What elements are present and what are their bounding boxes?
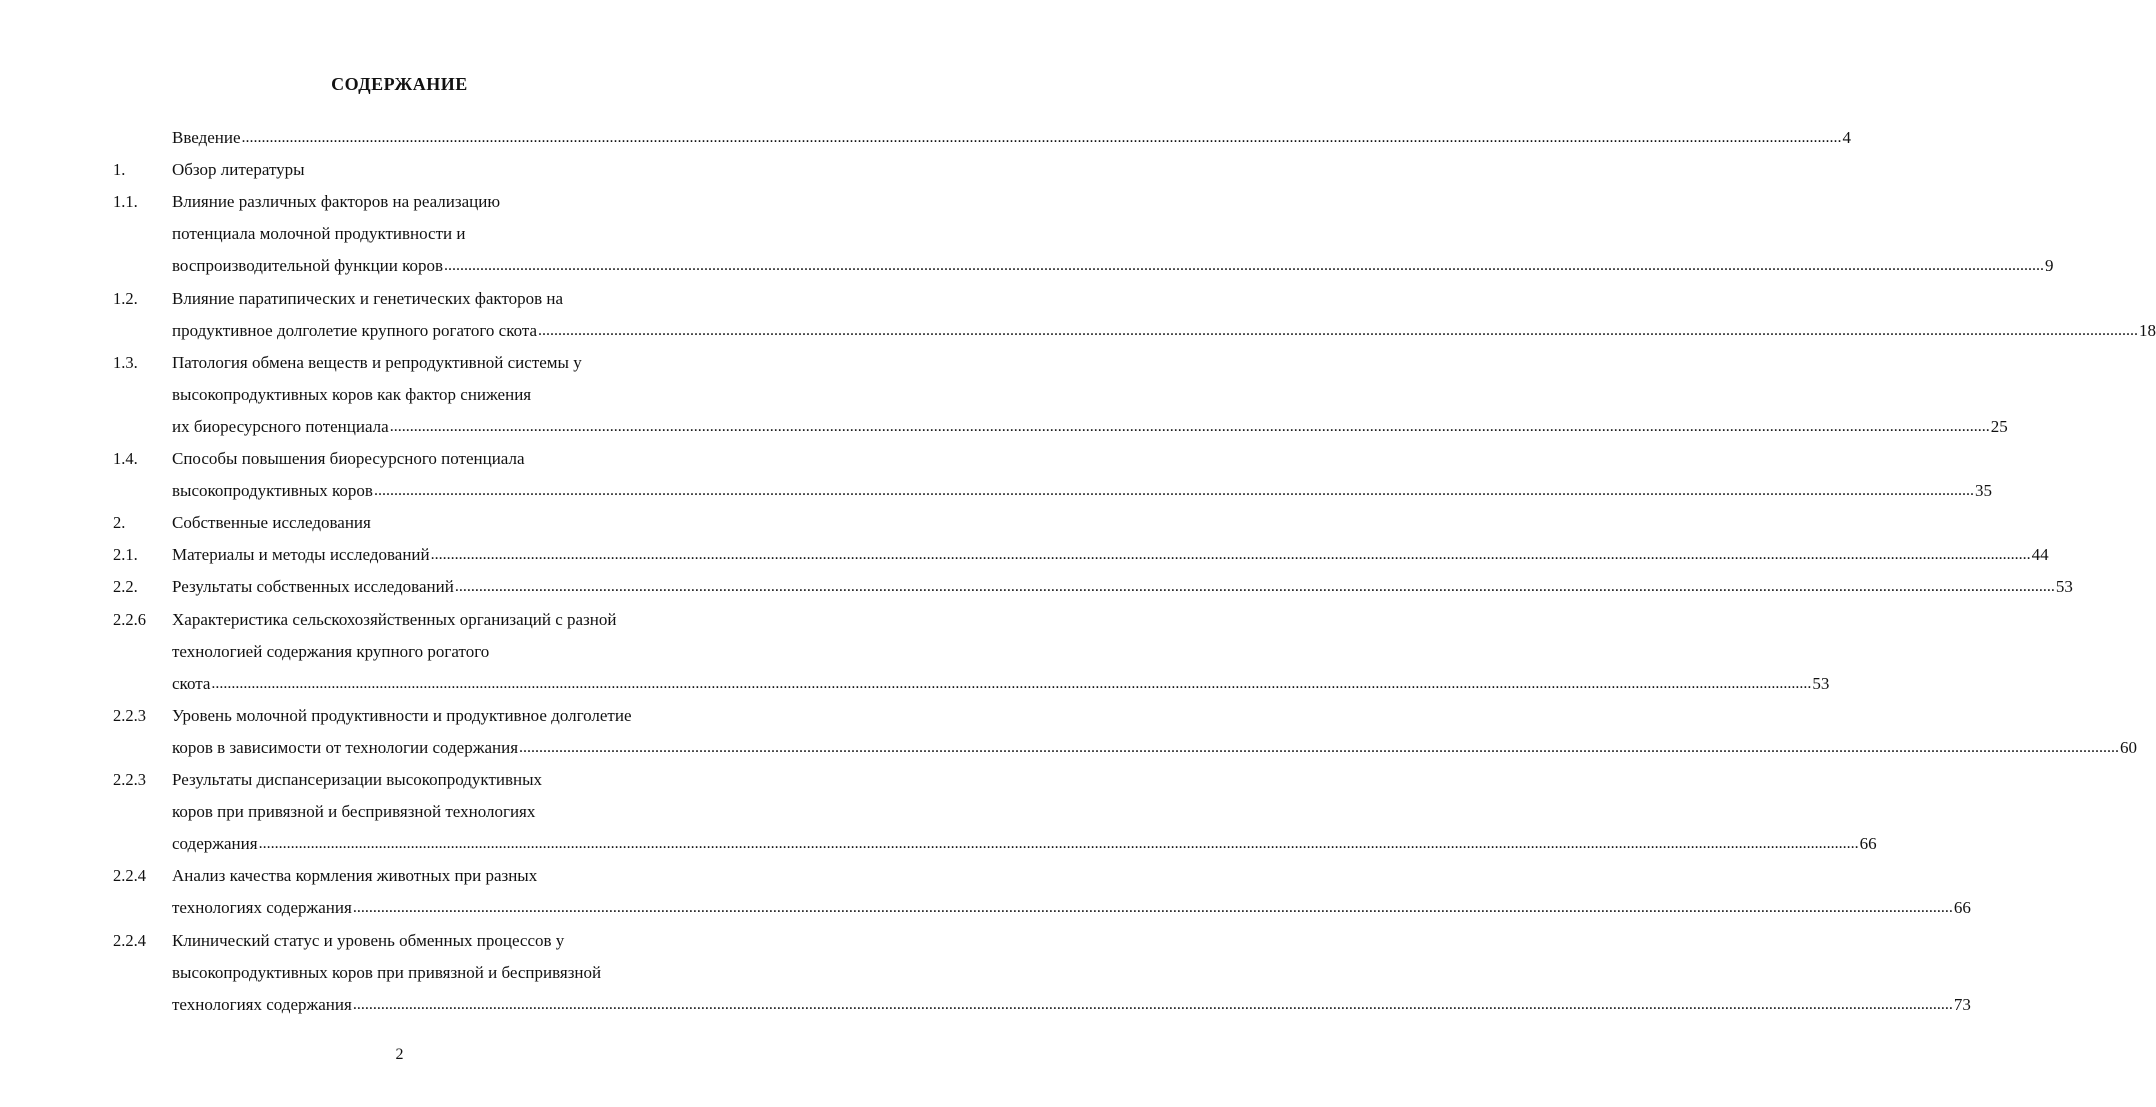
toc-entry-line bbox=[0, 223, 799, 245]
toc-entry-leader-row bbox=[172, 127, 1852, 149]
toc-entry-line bbox=[0, 127, 1852, 149]
toc-entry-number: 1.4. bbox=[113, 449, 138, 468]
toc-entry-text: коров в зависимости от технологии содержания bbox=[172, 738, 519, 757]
toc-entry-number: 1. bbox=[113, 160, 126, 179]
toc-entry-page: 44 bbox=[2031, 545, 2049, 564]
toc-entry-text: Введение bbox=[172, 128, 241, 147]
toc-entry-line bbox=[0, 865, 799, 887]
toc-entry-text: Уровень молочной продуктивности и продуктивное долголетие bbox=[172, 706, 632, 725]
toc-entry-leader-row bbox=[172, 416, 2008, 438]
toc-entry-text: продуктивное долголетие крупного рогатого скота bbox=[172, 321, 538, 340]
toc-entry-line bbox=[0, 930, 799, 952]
toc-entry-line bbox=[0, 609, 799, 631]
toc-entry-page: 73 bbox=[1953, 995, 1971, 1014]
toc-entry-page: 53 bbox=[1812, 674, 1830, 693]
toc-entry-line bbox=[0, 480, 1992, 502]
toc-entry-leader-row bbox=[172, 897, 1971, 919]
toc-entry-page: 9 bbox=[2045, 256, 2054, 275]
toc-entry-line bbox=[0, 673, 1830, 695]
dot-leader: ................................................................................................................................................................................................................................................................................................................................................................................................................ bbox=[241, 129, 1842, 146]
toc-entry-text: коров при привязной и беспривязной технологиях bbox=[172, 802, 536, 821]
toc-entry-text: Результаты собственных исследований bbox=[172, 577, 454, 596]
toc-entry-number: 1.3. bbox=[113, 353, 138, 372]
toc-entry-leader-row bbox=[172, 833, 1877, 855]
toc-entry-line bbox=[0, 962, 799, 984]
toc-entry-leader-row bbox=[172, 255, 2054, 277]
toc-entry-line bbox=[0, 641, 799, 663]
toc-entry-line bbox=[0, 512, 799, 534]
toc-entry-text: Влияние различных факторов на реализацию bbox=[172, 192, 501, 211]
dot-leader: ................................................................................................................................................................................................................................................................................................................................................................................................................ bbox=[211, 675, 1812, 692]
toc-entry-page: 4 bbox=[1842, 128, 1852, 147]
toc-entry-line bbox=[0, 833, 1877, 855]
toc-entry-line bbox=[0, 320, 2156, 342]
toc-entry-text: Характеристика сельскохозяйственных организаций с разной bbox=[172, 610, 617, 629]
dot-leader: ................................................................................................................................................................................................................................................................................................................................................................................................................ bbox=[373, 482, 1974, 499]
toc-entry-text: Способы повышения биоресурсного потенциала bbox=[172, 449, 525, 468]
toc-entry-line bbox=[0, 576, 2073, 598]
toc-entry-text: потенциала молочной продуктивности и bbox=[172, 224, 466, 243]
page-number: 2 bbox=[395, 1046, 404, 1063]
toc-entry-leader-row bbox=[172, 673, 1830, 695]
toc-entry-text: Патология обмена веществ и репродуктивной системы у bbox=[172, 353, 582, 372]
toc-entry-text: высокопродуктивных коров при привязной и беспривязной bbox=[172, 963, 602, 982]
toc-entry-line bbox=[0, 352, 799, 374]
toc-entry-text: Анализ качества кормления животных при разных bbox=[172, 866, 538, 885]
toc-entry-text: их биоресурсного потенциала bbox=[172, 417, 389, 436]
toc-entry-text: Материалы и методы исследований bbox=[172, 545, 430, 564]
toc-entry-page: 60 bbox=[2120, 738, 2138, 757]
toc-entry-number: 2.2.6 bbox=[113, 610, 146, 629]
toc-entry-line bbox=[0, 544, 2049, 566]
toc-entry-number: 2.2.4 bbox=[113, 931, 146, 950]
toc-entry-line bbox=[0, 384, 799, 406]
toc-entry-text: скота bbox=[172, 674, 211, 693]
toc-entry-line bbox=[0, 416, 2008, 438]
toc-entry-text: содержания bbox=[172, 834, 258, 853]
toc-entry-leader-row bbox=[172, 544, 2049, 566]
toc-entry-line bbox=[0, 288, 799, 310]
toc-entry-line bbox=[0, 191, 799, 213]
toc-entry-line bbox=[0, 448, 799, 470]
toc-entry-line bbox=[0, 159, 799, 181]
toc-entry-text: воспроизводительной функции коров bbox=[172, 256, 444, 275]
toc-entry-line bbox=[0, 897, 1971, 919]
toc-entry-text: технологией содержания крупного рогатого bbox=[172, 642, 490, 661]
toc-entry-leader-row bbox=[172, 994, 1971, 1016]
toc-entry-text: высокопродуктивных коров как фактор снижения bbox=[172, 385, 532, 404]
dot-leader: ................................................................................................................................................................................................................................................................................................................................................................................................................ bbox=[352, 996, 1953, 1013]
toc-entry-page: 53 bbox=[2055, 577, 2073, 596]
toc-entry-text: высокопродуктивных коров bbox=[172, 481, 373, 500]
dot-leader: ................................................................................................................................................................................................................................................................................................................................................................................................................ bbox=[258, 835, 1859, 852]
dot-leader: ................................................................................................................................................................................................................................................................................................................................................................................................................ bbox=[454, 578, 2055, 595]
toc-entry-number: 1.1. bbox=[113, 192, 138, 211]
toc-entry-text: Влияние паратипических и генетических факторов на bbox=[172, 289, 564, 308]
toc-entry-leader-row bbox=[172, 576, 2073, 598]
toc-entry-line bbox=[0, 801, 799, 823]
toc-entry-line bbox=[0, 769, 799, 791]
toc-entry-text: Клинический статус и уровень обменных процессов у bbox=[172, 931, 565, 950]
toc-entry-text: технологиях содержания bbox=[172, 898, 352, 917]
dot-leader: ................................................................................................................................................................................................................................................................................................................................................................................................................ bbox=[430, 546, 2031, 563]
toc-entry-page: 66 bbox=[1953, 898, 1971, 917]
dot-leader: ................................................................................................................................................................................................................................................................................................................................................................................................................ bbox=[352, 899, 1953, 916]
toc-entry-text: Собственные исследования bbox=[172, 513, 371, 532]
toc-entry-line bbox=[0, 705, 799, 727]
dot-leader: ................................................................................................................................................................................................................................................................................................................................................................................................................ bbox=[538, 322, 2139, 339]
toc-entry-number: 2.2.4 bbox=[113, 866, 146, 885]
toc-entry-page: 18 bbox=[2139, 321, 2156, 340]
toc-entry-number: 2.2.3 bbox=[113, 770, 146, 789]
toc-entry-leader-row bbox=[172, 480, 1992, 502]
toc-entry-text: Результаты диспансеризации высокопродуктивных bbox=[172, 770, 543, 789]
toc-entry-number: 2.2. bbox=[113, 577, 138, 596]
dot-leader: ................................................................................................................................................................................................................................................................................................................................................................................................................ bbox=[389, 418, 1990, 435]
page-title: СОДЕРЖАНИЕ bbox=[331, 74, 468, 94]
toc-entry-line bbox=[0, 255, 2054, 277]
toc-entry-page: 35 bbox=[1974, 481, 1992, 500]
toc-entry-number: 2.1. bbox=[113, 545, 138, 564]
toc-entry-leader-row bbox=[172, 737, 2138, 759]
toc-entry-text: Обзор литературы bbox=[172, 160, 305, 179]
dot-leader: ................................................................................................................................................................................................................................................................................................................................................................................................................ bbox=[519, 739, 2120, 756]
toc-entry-line bbox=[0, 737, 2138, 759]
toc-entry-text: технологиях содержания bbox=[172, 995, 352, 1014]
toc-entry-number: 2. bbox=[113, 513, 126, 532]
toc-entry-page: 66 bbox=[1859, 834, 1877, 853]
toc-entry-number: 2.2.3 bbox=[113, 706, 146, 725]
toc-entry-line bbox=[0, 994, 1971, 1016]
toc-entry-page: 25 bbox=[1990, 417, 2008, 436]
dot-leader: ................................................................................................................................................................................................................................................................................................................................................................................................................ bbox=[444, 257, 2045, 274]
toc-entry-leader-row bbox=[172, 320, 2156, 342]
toc-entry-number: 1.2. bbox=[113, 289, 138, 308]
